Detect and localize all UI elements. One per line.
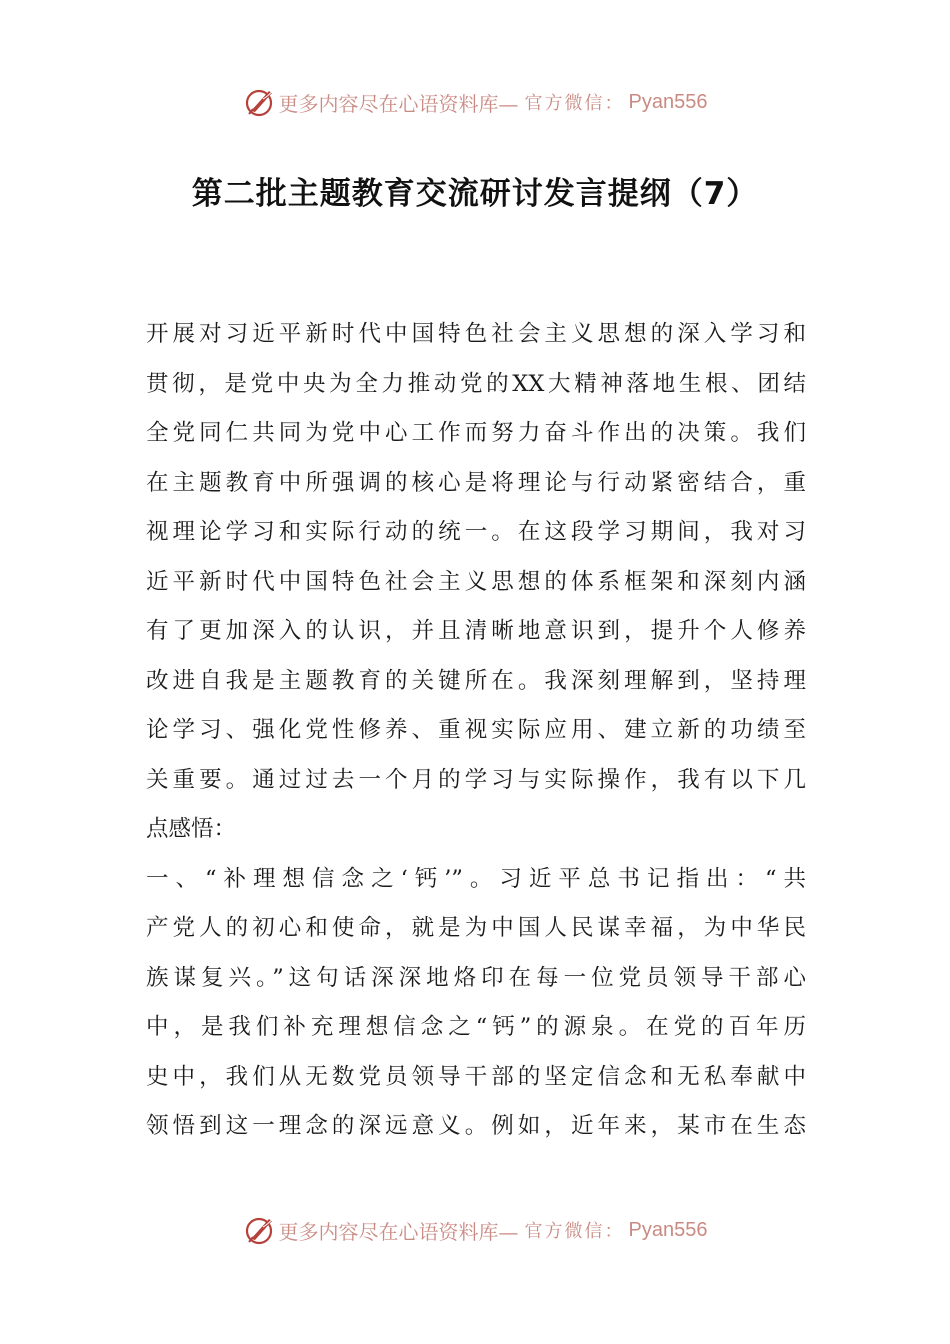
footer-wechat-label: 官方微信：: [524, 1221, 625, 1242]
body-line: 领悟到这一理念的深远意义。例如，近年来，某市在生态: [146, 1113, 806, 1139]
body-line: 论学习、强化党性修养、重视实际应用、建立新的功绩至: [146, 717, 806, 743]
body-line: 开展对习近平新时代中国特色社会主义思想的深入学习和: [146, 321, 806, 347]
header-wechat-label: 官方微信：: [524, 93, 625, 114]
document-title: 第二批主题教育交流研讨发言提纲（7）: [191, 176, 759, 212]
body-line: 贯彻，是党中央为全力推动党的XX大精神落地生根、团结: [146, 370, 806, 397]
header-banner-text: 更多内容尽在心语资料库—: [278, 91, 519, 116]
quill-logo-icon: [243, 1213, 277, 1247]
body-line: 一、“补理想信念之‘钙’”。习近平总书记指出：“共: [146, 865, 806, 892]
body-line: 有了更加深入的认识，并且清晰地意识到，提升个人修养: [146, 618, 806, 644]
body-line: 中，是我们补充理想信念之“钙”的源泉。在党的百年历: [146, 1014, 806, 1040]
header-wechat-id: Pyan556: [628, 90, 708, 113]
body-line: 族谋复兴。”这句话深深地烙印在每一位党员领导干部心: [146, 964, 806, 991]
body-line: 点感悟：: [146, 816, 237, 842]
document-body: [146, 310, 806, 1152]
quill-logo-icon: [243, 85, 277, 119]
footer-banner: [0, 1210, 950, 1250]
body-line: 产党人的初心和使命，就是为中国人民谋幸福，为中华民: [146, 915, 806, 941]
footer-wechat-id: Pyan556: [628, 1218, 708, 1241]
header-banner: [0, 82, 950, 122]
body-line: 史中，我们从无数党员领导干部的坚定信念和无私奉献中: [146, 1063, 806, 1090]
body-line: 在主题教育中所强调的核心是将理论与行动紧密结合，重: [146, 469, 806, 496]
footer-banner-text: 更多内容尽在心语资料库—: [278, 1219, 519, 1244]
body-line: 关重要。通过过去一个月的学习与实际操作，我有以下几: [146, 766, 806, 793]
body-line: 改进自我是主题教育的关键所在。我深刻理解到，坚持理: [146, 667, 806, 694]
body-line: 近平新时代中国特色社会主义思想的体系框架和深刻内涵: [146, 568, 806, 595]
body-line: 视理论学习和实际行动的统一。在这段学习期间，我对习: [146, 519, 806, 545]
body-line: 全党同仁共同为党中心工作而努力奋斗作出的决策。我们: [146, 420, 806, 446]
